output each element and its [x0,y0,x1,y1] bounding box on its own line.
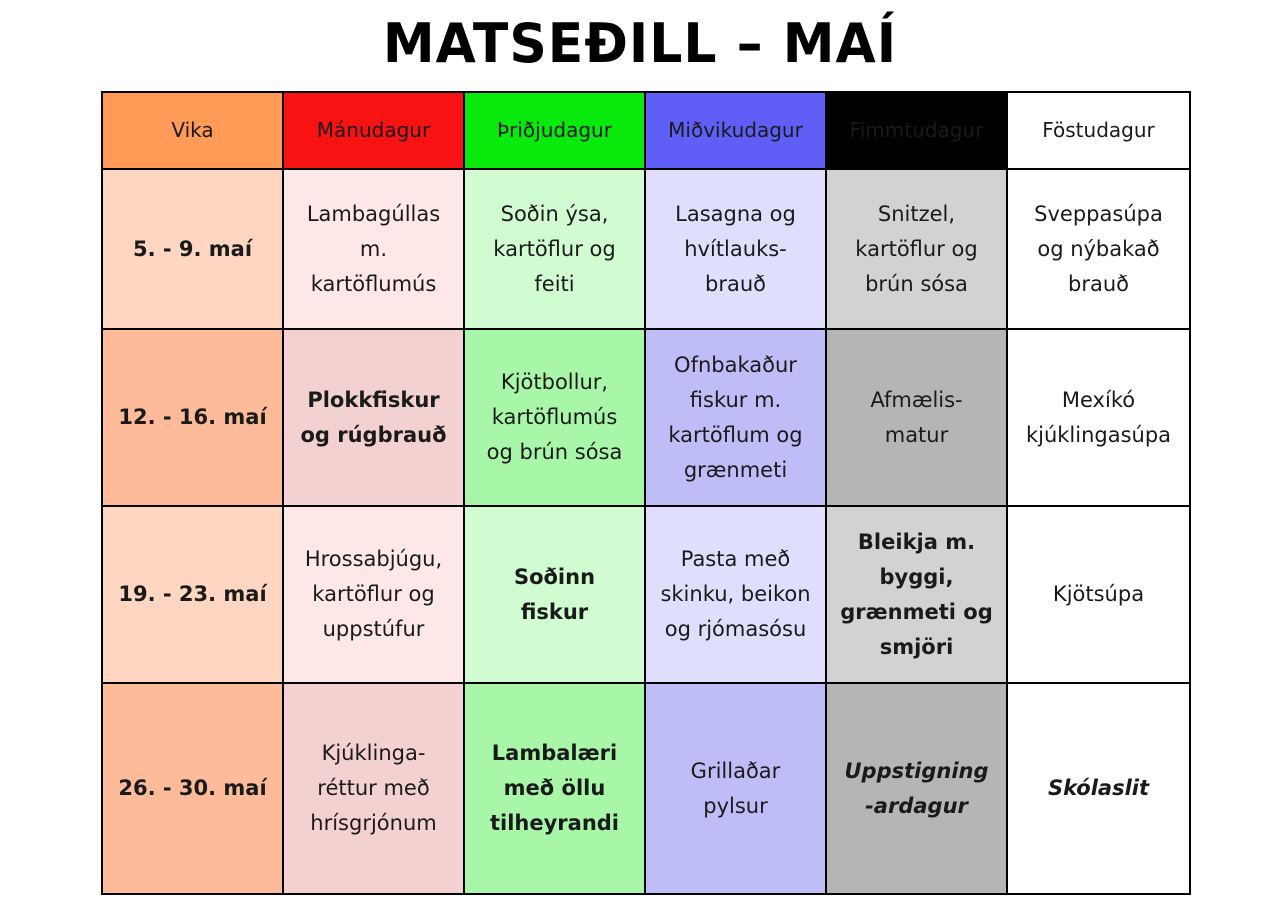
week-label: 5. - 9. maí [102,169,283,329]
wednesday-cell: Lasagna og hvítlauks-brauð [645,169,826,329]
thursday-cell: Bleikja m. byggi, grænmeti og smjöri [826,506,1007,683]
menu-table [101,91,1191,895]
wednesday-cell: Grillaðar pylsur [645,683,826,894]
week-label: 26. - 30. maí [102,683,283,894]
monday-cell: Kjúklinga-réttur með hrísgrjónum [283,683,464,894]
table-row [102,506,1190,683]
header-week: Vika [102,92,283,169]
header-wednesday: Miðvikudagur [645,92,826,169]
tuesday-cell: Kjötbollur, kartöflumús og brún sósa [464,329,645,506]
table-row [102,169,1190,329]
wednesday-cell: Ofnbakaður fiskur m. kartöflum og grænmeti [645,329,826,506]
friday-cell: Kjötsúpa [1007,506,1190,683]
thursday-cell: Uppstigning -ardagur [826,683,1007,894]
table-row [102,683,1190,894]
page-title: MATSEÐILL – MAÍ [382,12,898,76]
header-friday: Föstudagur [1007,92,1190,169]
wednesday-cell: Pasta með skinku, beikon og rjómasósu [645,506,826,683]
header-row [102,92,1190,169]
tuesday-cell: Soðinn fiskur [464,506,645,683]
friday-cell: Skólaslit [1007,683,1190,894]
monday-cell: Hrossabjúgu, kartöflur og uppstúfur [283,506,464,683]
monday-cell: Plokkfiskur og rúgbrauð [283,329,464,506]
table-row [102,329,1190,506]
friday-cell: Sveppasúpa og nýbakað brauð [1007,169,1190,329]
monday-cell: Lambagúllas m. kartöflumús [283,169,464,329]
thursday-cell: Snitzel, kartöflur og brún sósa [826,169,1007,329]
week-label: 12. - 16. maí [102,329,283,506]
header-monday: Mánudagur [283,92,464,169]
week-label: 19. - 23. maí [102,506,283,683]
tuesday-cell: Lambalæri með öllu tilheyrandi [464,683,645,894]
header-thursday: Fimmtudagur [826,92,1007,169]
tuesday-cell: Soðin ýsa, kartöflur og feiti [464,169,645,329]
header-tuesday: Þriðjudagur [464,92,645,169]
thursday-cell: Afmælis-matur [826,329,1007,506]
friday-cell: Mexíkó kjúklingasúpa [1007,329,1190,506]
